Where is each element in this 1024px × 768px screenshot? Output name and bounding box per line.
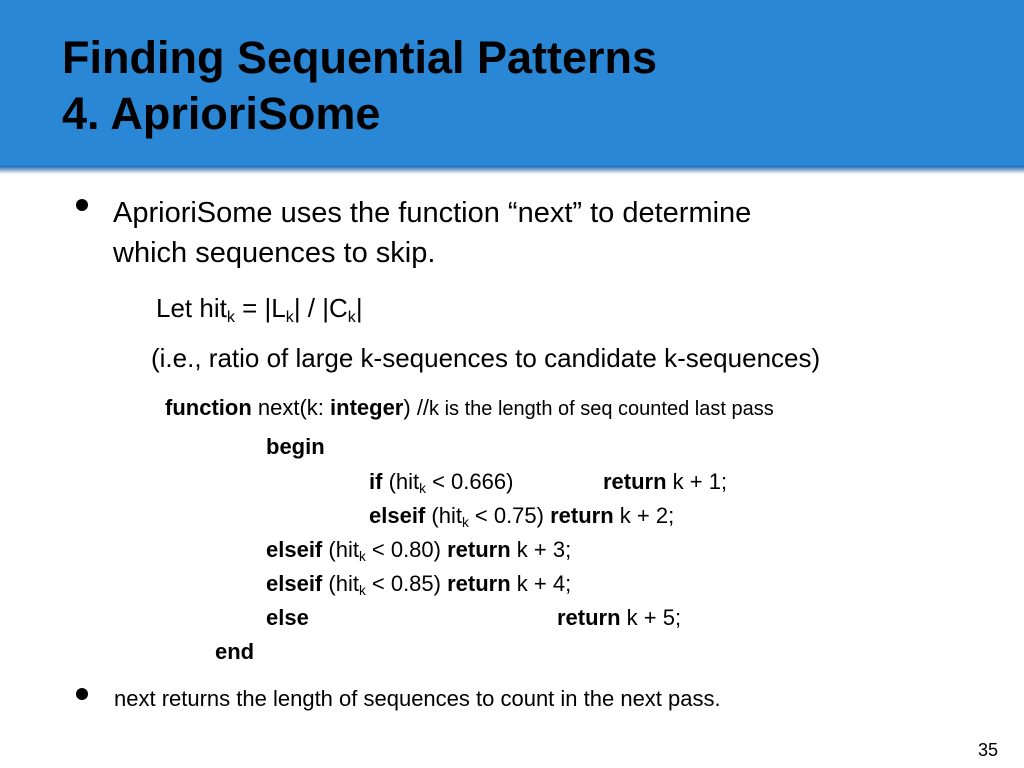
slide-title-line-1: Finding Sequential Patterns: [62, 32, 658, 83]
code-begin: begin: [266, 434, 325, 459]
code-elseif-3: elseif (hit$_k$ < 0.85) return k + 4;: [266, 571, 572, 599]
function-comment: k is the length of seq counted last pass: [429, 398, 774, 420]
code-elseif-1: elseif (hit$_k$ < 0.75) return k + 2;: [369, 503, 675, 531]
bullet-text-1: [113, 193, 751, 273]
bullet-text-2: next returns the length of sequences to count in the next pass.: [114, 686, 721, 711]
code-end: end: [215, 639, 255, 664]
hit-explanation: (i.e., ratio of large k-sequences to candidate k-sequences): [151, 343, 821, 373]
function-signature: function next(k: integer) //k is the length of seq counted last pass: [165, 395, 774, 420]
hit-definition: Let $hit_k = |L_k| / |C_k|$: [156, 293, 363, 326]
bullet-dot-1: [76, 199, 88, 211]
code-else-return: return k + 5;: [557, 605, 682, 630]
page-number: 35: [977, 740, 998, 760]
code-if-condition: if (hit$_k$ < 0.666): [369, 469, 514, 497]
code-elseif-2: elseif (hit$_k$ < 0.80) return k + 3;: [266, 537, 572, 565]
code-else: else: [266, 605, 309, 630]
code-if-return: return k + 1;: [603, 469, 728, 494]
title-bar-shadow: [0, 166, 1024, 174]
slide-title-line-2: 4. AprioriSome: [62, 88, 381, 139]
bullet-text-1-line-1: AprioriSome uses the function “next” to determine: [113, 197, 752, 229]
slide-title: [62, 30, 657, 142]
bullet-dot-2: [76, 688, 88, 700]
bullet-text-1-line-2: which sequences to skip.: [113, 237, 436, 269]
